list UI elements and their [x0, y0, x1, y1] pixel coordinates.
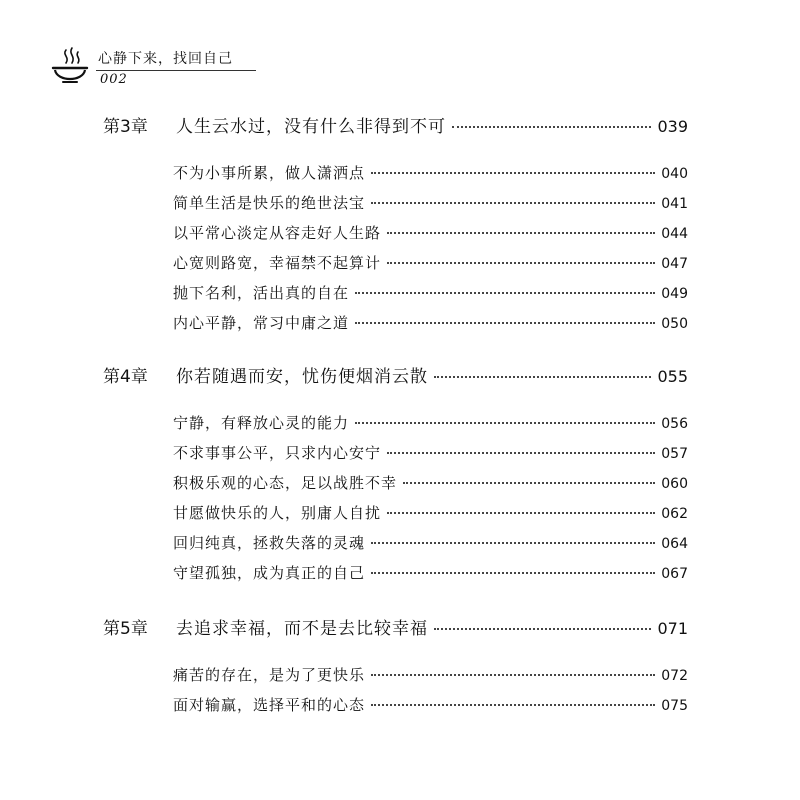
- header-rule: [96, 70, 256, 71]
- section-page: 057: [661, 446, 688, 462]
- section-title: 积极乐观的心态，足以战胜不幸: [173, 474, 398, 492]
- steaming-bowl-icon: [50, 46, 90, 90]
- section-entry: [173, 442, 688, 466]
- section-title: 抛下名利，活出真的自在: [173, 284, 350, 302]
- section-page: 041: [661, 196, 688, 212]
- chapter-title: 你若随遇而安，忧伤便烟消云散: [176, 367, 428, 387]
- chapter-page: 071: [657, 619, 688, 638]
- dot-leader: [434, 628, 651, 630]
- chapter-page: 055: [657, 367, 688, 386]
- dot-leader: [355, 422, 655, 424]
- dot-leader: [387, 512, 655, 514]
- dot-leader: [387, 262, 655, 264]
- section-title: 以平常心淡定从容走好人生路: [173, 224, 382, 242]
- dot-leader: [387, 452, 655, 454]
- section-title: 守望孤独，成为真正的自己: [173, 564, 366, 582]
- section-title: 简单生活是快乐的绝世法宝: [173, 194, 366, 212]
- section-title: 痛苦的存在，是为了更快乐: [173, 666, 366, 684]
- section-title: 回归纯真，拯救失落的灵魂: [173, 534, 366, 552]
- section-page: 044: [661, 226, 688, 242]
- section-title: 甘愿做快乐的人，别庸人自扰: [173, 504, 382, 522]
- section-entry: [173, 664, 688, 688]
- section-entry: [173, 472, 688, 496]
- chapter-title: 人生云水过，没有什么非得到不可: [176, 117, 446, 137]
- section-page: 075: [661, 698, 688, 714]
- dot-leader: [371, 704, 655, 706]
- section-page: 072: [661, 668, 688, 684]
- dot-leader: [371, 202, 655, 204]
- section-title: 不求事事公平，只求内心安宁: [173, 444, 382, 462]
- chapter-page: 039: [657, 117, 688, 136]
- dot-leader: [355, 322, 655, 324]
- section-title: 心宽则路宽，幸福禁不起算计: [173, 254, 382, 272]
- section-page: 050: [661, 316, 688, 332]
- chapter-entry: [103, 362, 688, 388]
- dot-leader: [434, 376, 651, 378]
- section-entry: [173, 502, 688, 526]
- section-entry: [173, 282, 688, 306]
- chapter-number: 第3章: [103, 117, 148, 137]
- dot-leader: [371, 572, 655, 574]
- section-page: 064: [661, 536, 688, 552]
- section-page: 056: [661, 416, 688, 432]
- dot-leader: [371, 172, 655, 174]
- section-entry: [173, 312, 688, 336]
- section-entry: [173, 252, 688, 276]
- section-page: 047: [661, 256, 688, 272]
- dot-leader: [387, 232, 655, 234]
- page-header: [50, 44, 350, 94]
- section-page: 040: [661, 166, 688, 182]
- section-title: 内心平静，常习中庸之道: [173, 314, 350, 332]
- section-entry: [173, 694, 688, 718]
- dot-leader: [403, 482, 655, 484]
- section-page: 062: [661, 506, 688, 522]
- page-number: 002: [100, 72, 128, 87]
- section-page: 067: [661, 566, 688, 582]
- chapter-title: 去追求幸福，而不是去比较幸福: [176, 619, 428, 639]
- book-title: 心静下来，找回自己: [98, 51, 233, 67]
- dot-leader: [371, 674, 655, 676]
- section-title: 不为小事所累，做人潇洒点: [173, 164, 366, 182]
- section-page: 049: [661, 286, 688, 302]
- section-entry: [173, 222, 688, 246]
- section-entry: [173, 412, 688, 436]
- section-entry: [173, 532, 688, 556]
- section-page: 060: [661, 476, 688, 492]
- section-title: 宁静，有释放心灵的能力: [173, 414, 350, 432]
- dot-leader: [452, 126, 651, 128]
- chapter-number: 第4章: [103, 367, 148, 387]
- section-entry: [173, 192, 688, 216]
- chapter-number: 第5章: [103, 619, 148, 639]
- chapter-entry: [103, 614, 688, 640]
- chapter-entry: [103, 112, 688, 138]
- section-title: 面对输赢，选择平和的心态: [173, 696, 366, 714]
- section-entry: [173, 162, 688, 186]
- dot-leader: [355, 292, 655, 294]
- section-entry: [173, 562, 688, 586]
- dot-leader: [371, 542, 655, 544]
